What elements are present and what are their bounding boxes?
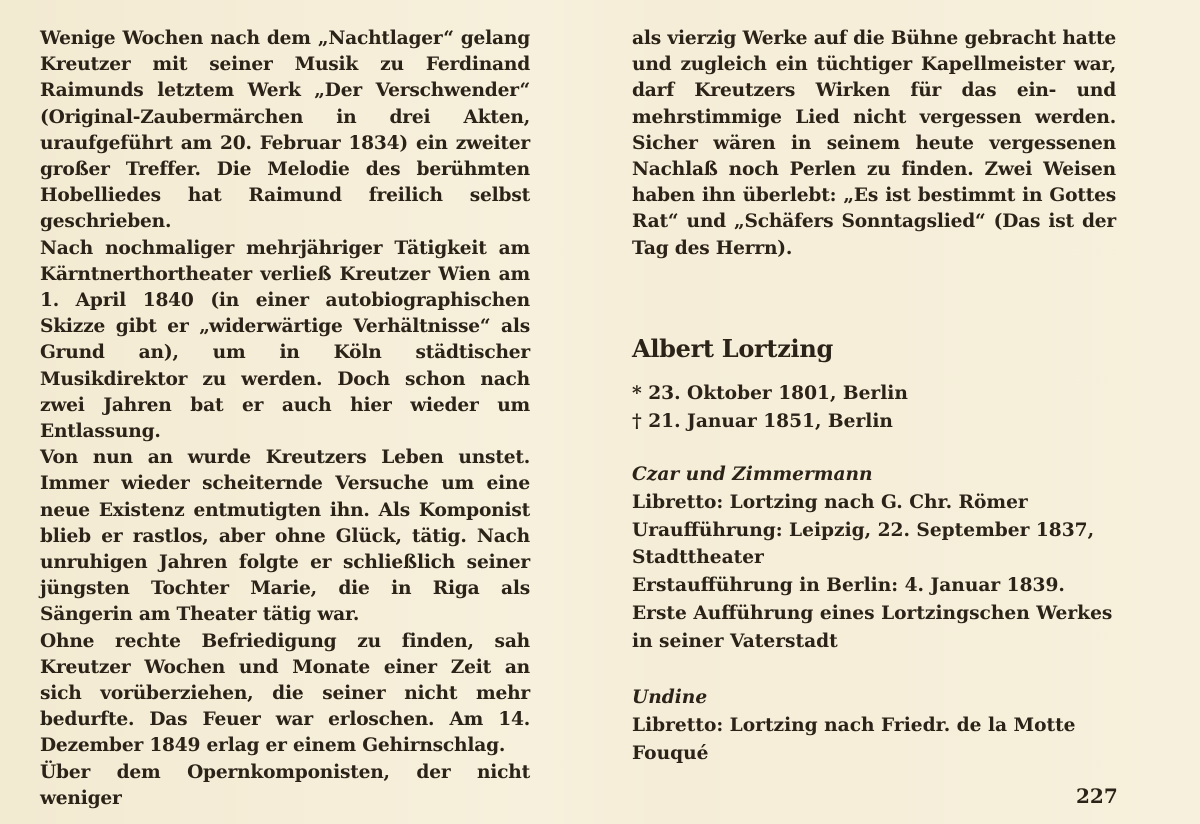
work-detail: Libretto: Lortzing nach G. Chr. Römer [632, 491, 1028, 513]
paragraph: Wenige Wochen nach dem „Nachtlager“ gelang Kreutzer mit seiner Musik zu Ferdinand Raimunds letztem Werk „Der Verschwender“ (Original-Zaubermärchen in drei Akten, uraufgeführt am 20. Februar 1834) ein zweiter großer Treffer. Die Melodie des berühmten Hobelliedes hat Raimund freilich selbst geschrieben. [40, 28, 530, 233]
work-title: Czar und Zimmermann [632, 464, 873, 485]
paragraph: Nach nochmaliger mehrjähriger Tätigkeit am Kärntnerthortheater verließ Kreutzer Wien am 1. April 1840 (in einer autobiographischen Skizze gibt er „widerwärtige Verhältnisse“ als Grund an), um in Köln städtischer Musikdirektor zu werden. Doch schon nach zwei Jahren bat er auch hier wieder um Entlassung. [40, 237, 530, 443]
work-detail: Uraufführung: Leipzig, 22. September 1837, [632, 519, 1095, 541]
death-date: † 21. Januar 1851, Berlin [632, 410, 893, 432]
work-detail: Fouqué [632, 742, 709, 764]
paragraph: Ohne rechte Befriedigung zu finden, sah Kreutzer Wochen und Monate einer Zeit an sich vorüberziehen, die seiner nicht mehr bedurfte. Das Feuer war erloschen. Am 14. Dezember 1849 erlag er einem Gehirnschlag. [40, 630, 530, 757]
work-detail: Erstaufführung in Berlin: 4. Januar 1839. [632, 575, 1065, 597]
right-text-column [632, 26, 1116, 262]
left-text-column [40, 26, 530, 812]
work-detail: Libretto: Lortzing nach Friedr. de la Motte [632, 714, 1076, 736]
work-detail: Stadttheater [632, 547, 764, 569]
birth-date: * 23. Oktober 1801, Berlin [632, 383, 908, 404]
page-number: 227 [1076, 784, 1118, 808]
section-heading: Albert Lortzing [632, 334, 833, 363]
paragraph: Von nun an wurde Kreutzers Leben unstet. Immer wieder scheiternde Versuche um eine neue Existenz entmutigten ihn. Als Komponist blieb er rastlos, aber ohne Glück, tätig. Nach unruhigen Jahren folgte er schließlich seiner jüngsten Tochter Marie, die in Riga als Sängerin am Theater tätig war. [40, 447, 530, 626]
work-entry [632, 684, 1076, 767]
paragraph: Über dem Opernkomponisten, der nicht weniger [40, 761, 530, 809]
work-title: Undine [632, 687, 708, 708]
paragraph: als vierzig Werke auf die Bühne gebracht hatte und zugleich ein tüchtiger Kapellmeister war, darf Kreutzers Wirken für das ein- und mehrstimmige Lied nicht vergessen werden. Sicher wären in seinem heute vergessenen Nachlaß noch Perlen zu finden. Zwei Weisen haben ihn überlebt: „Es ist bestimmt in Gottes Rat“ und „Schäfers Sonntagslied“ (Das ist der Tag des Herrn). [632, 28, 1116, 259]
work-detail: in seiner Vaterstadt [632, 630, 838, 652]
work-detail: Erste Aufführung eines Lortzingschen Werkes [632, 602, 1113, 624]
biographical-dates [632, 380, 908, 435]
work-entry [632, 461, 1112, 656]
